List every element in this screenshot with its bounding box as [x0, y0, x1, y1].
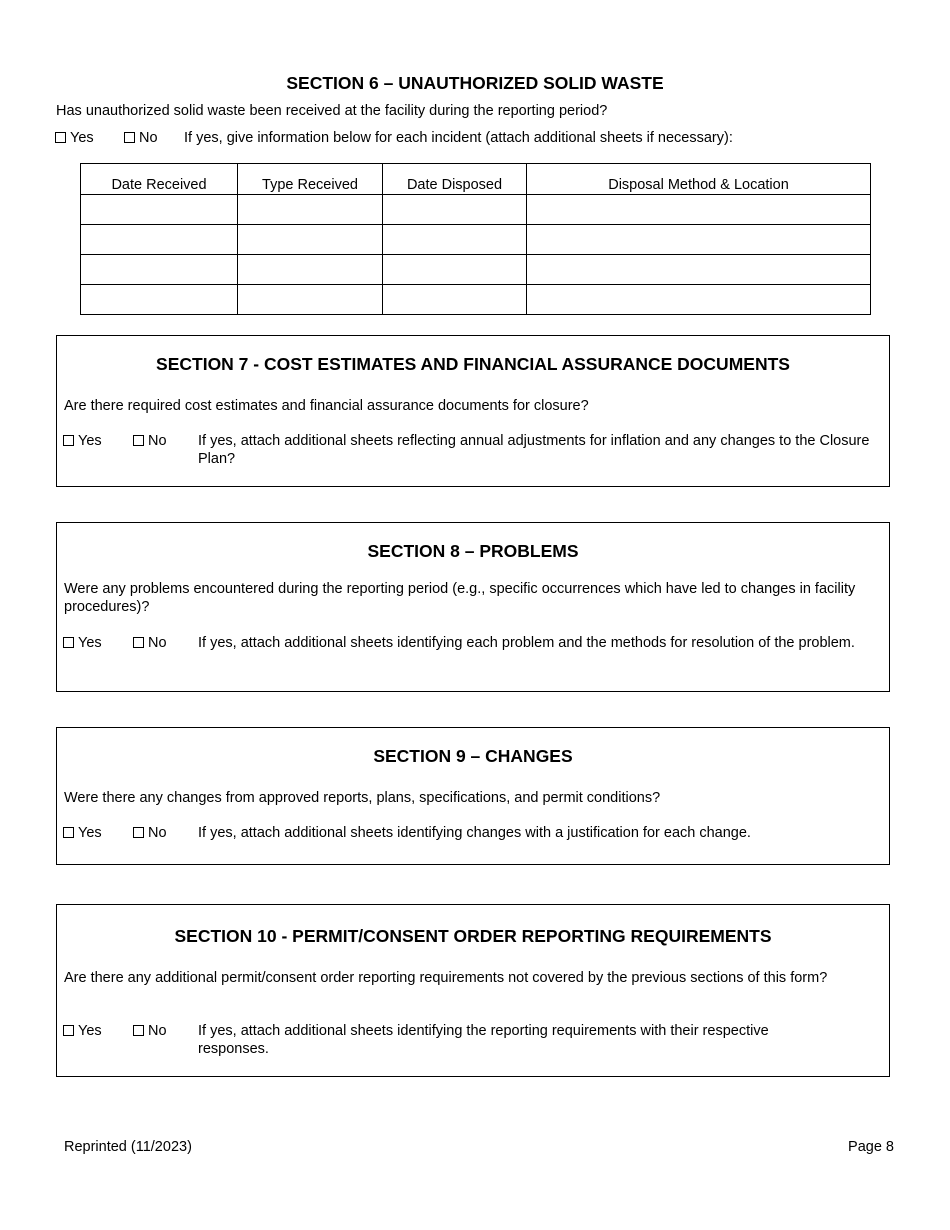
disposal-method-cell[interactable]: [527, 255, 871, 285]
yes-label: Yes: [78, 1023, 102, 1039]
date-received-cell[interactable]: [81, 285, 238, 315]
disposal-method-cell[interactable]: [527, 285, 871, 315]
checkbox-icon: [133, 1025, 144, 1036]
yes-label: Yes: [70, 130, 94, 146]
date-disposed-cell[interactable]: [383, 225, 527, 255]
section6-question: Has unauthorized solid waste been received at the facility during the reporting period?: [56, 103, 608, 119]
section8-yes-checkbox[interactable]: [63, 634, 102, 652]
disposal-method-cell[interactable]: [527, 225, 871, 255]
type-received-cell[interactable]: [238, 225, 383, 255]
section6-no-checkbox[interactable]: [124, 129, 158, 147]
type-received-cell[interactable]: [238, 255, 383, 285]
no-label: No: [148, 433, 167, 449]
date-received-cell[interactable]: [81, 255, 238, 285]
checkbox-icon: [63, 435, 74, 446]
disposal-method-cell[interactable]: [527, 195, 871, 225]
checkbox-icon: [124, 132, 135, 143]
checkbox-icon: [63, 827, 74, 838]
section8-question: Were any problems encountered during the reporting period (e.g., specific occurrences which have led to changes in facility procedures)?: [64, 581, 856, 615]
type-received-cell[interactable]: [238, 285, 383, 315]
footer-reprint-date: Reprinted (11/2023): [64, 1139, 192, 1155]
no-label: No: [148, 1023, 167, 1039]
incident-table: [80, 163, 871, 315]
table-row: [81, 285, 871, 315]
type-received-cell[interactable]: [238, 195, 383, 225]
checkbox-icon: [133, 827, 144, 838]
date-received-cell[interactable]: [81, 195, 238, 225]
table-row: [81, 195, 871, 225]
section10-yes-checkbox[interactable]: [63, 1022, 102, 1040]
column-header-date-received: Date Received: [81, 164, 238, 195]
checkbox-icon: [63, 1025, 74, 1036]
section6-heading: SECTION 6 – UNAUTHORIZED SOLID WASTE: [286, 73, 664, 93]
checkbox-icon: [55, 132, 66, 143]
column-header-type-received: Type Received: [238, 164, 383, 195]
section8-heading: SECTION 8 – PROBLEMS: [367, 541, 579, 561]
date-disposed-cell[interactable]: [383, 195, 527, 225]
section8-instruction: If yes, attach additional sheets identifying each problem and the methods for resolution of the problem.: [198, 635, 855, 651]
no-label: No: [148, 635, 167, 651]
no-label: No: [139, 130, 158, 146]
checkbox-icon: [133, 637, 144, 648]
section7-instruction: If yes, attach additional sheets reflecting annual adjustments for inflation and any changes to the Closure Plan?: [198, 433, 870, 467]
section9-instruction: If yes, attach additional sheets identifying changes with a justification for each change.: [198, 825, 751, 841]
section6-yes-checkbox[interactable]: [55, 129, 94, 147]
section9-no-checkbox[interactable]: [133, 824, 167, 842]
section8-no-checkbox[interactable]: [133, 634, 167, 652]
table-row: [81, 255, 871, 285]
section9-question: Were there any changes from approved reports, plans, specifications, and permit conditions?: [64, 790, 661, 806]
checkbox-icon: [133, 435, 144, 446]
yes-label: Yes: [78, 825, 102, 841]
column-header-disposal-method: Disposal Method & Location: [527, 164, 871, 195]
section9-yes-checkbox[interactable]: [63, 824, 102, 842]
footer-page-number: Page 8: [848, 1139, 894, 1155]
section10-heading: SECTION 10 - PERMIT/CONSENT ORDER REPORTING REQUIREMENTS: [174, 926, 772, 946]
no-label: No: [148, 825, 167, 841]
column-header-date-disposed: Date Disposed: [383, 164, 527, 195]
section6-instruction: If yes, give information below for each incident (attach additional sheets if necessary):: [184, 130, 733, 146]
section7-heading: SECTION 7 - COST ESTIMATES AND FINANCIAL ASSURANCE DOCUMENTS: [156, 354, 790, 374]
checkbox-icon: [63, 637, 74, 648]
yes-label: Yes: [78, 635, 102, 651]
section9-heading: SECTION 9 – CHANGES: [373, 746, 573, 766]
section7-question: Are there required cost estimates and financial assurance documents for closure?: [64, 398, 589, 414]
section7-yes-checkbox[interactable]: [63, 432, 102, 450]
table-header-row: [81, 164, 871, 195]
section10-no-checkbox[interactable]: [133, 1022, 167, 1040]
date-disposed-cell[interactable]: [383, 285, 527, 315]
yes-label: Yes: [78, 433, 102, 449]
section10-instruction: If yes, attach additional sheets identifying the reporting requirements with their respective responses.: [198, 1023, 769, 1057]
section7-no-checkbox[interactable]: [133, 432, 167, 450]
table-row: [81, 225, 871, 255]
section10-question: Are there any additional permit/consent order reporting requirements not covered by the previous sections of this form?: [64, 970, 828, 986]
date-disposed-cell[interactable]: [383, 255, 527, 285]
date-received-cell[interactable]: [81, 225, 238, 255]
